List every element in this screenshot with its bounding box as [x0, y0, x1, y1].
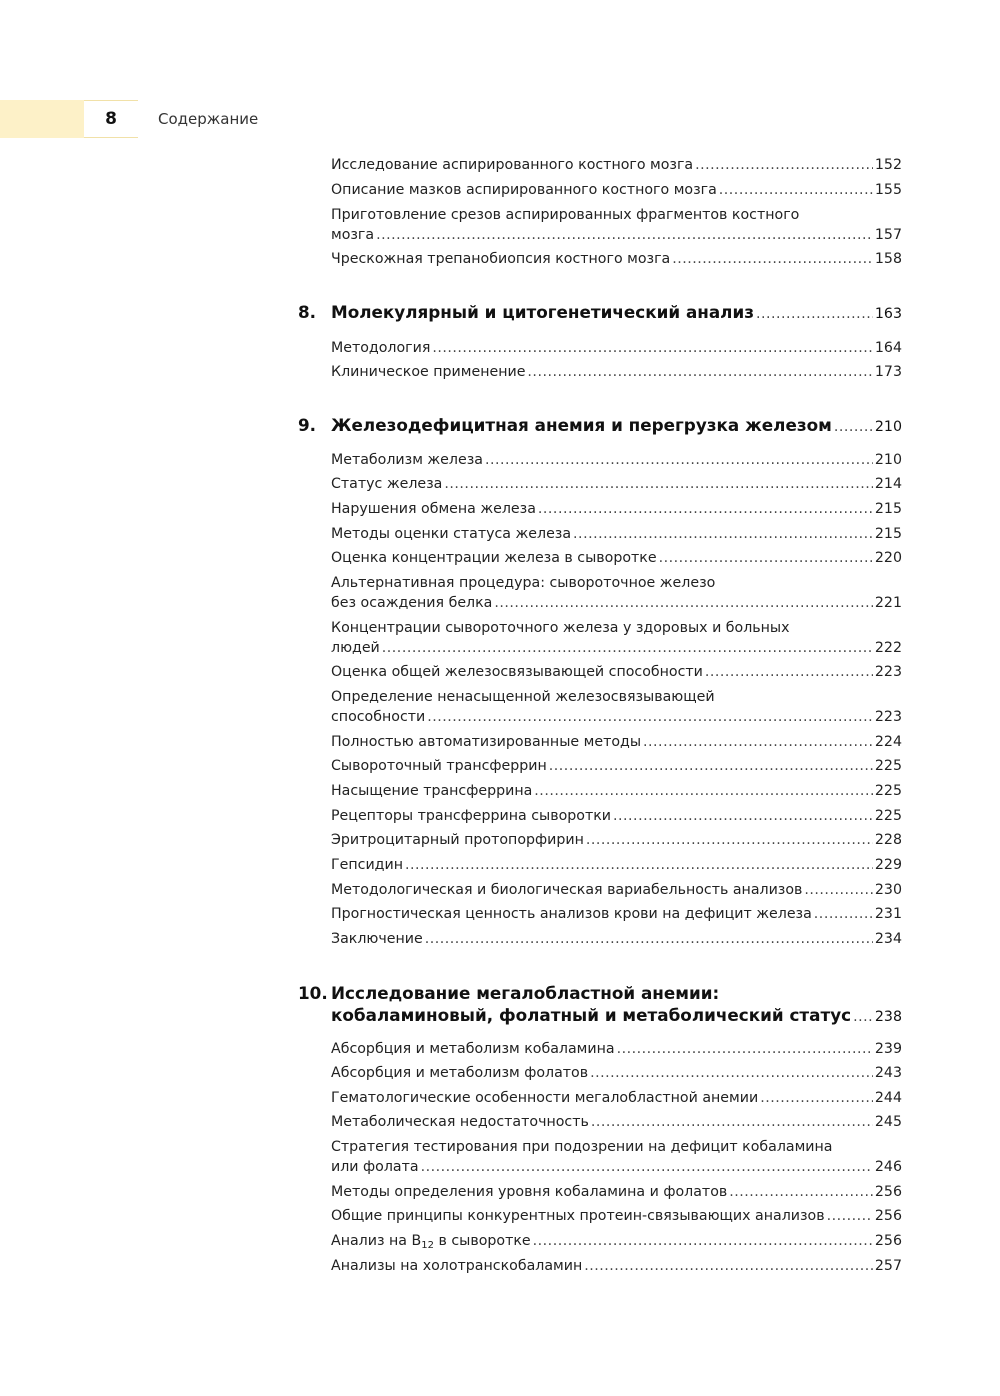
toc-entry[interactable]: Методы оценки статуса железа ..... 215 [331, 524, 902, 544]
entry-page: 225 [874, 808, 902, 824]
dot-leader [382, 638, 873, 658]
entry-page: 210 [874, 452, 902, 468]
entry-page: 222 [874, 640, 902, 656]
toc-entry[interactable]: Анализы на холотранскобаламин ..... 257 [331, 1256, 902, 1276]
dot-leader [705, 662, 873, 682]
toc-entry[interactable]: Альтернативная процедура: сывороточное железо без осаждения белка ..... 221 [331, 573, 902, 613]
toc-entry[interactable]: Абсорбция и метаболизм кобаламина ..... 239 [331, 1039, 902, 1059]
dot-leader [586, 830, 873, 850]
dot-leader [695, 155, 873, 175]
entry-page: 173 [874, 364, 902, 380]
toc-entry[interactable]: Эритроцитарный протопорфирин ..... 228 [331, 830, 902, 850]
toc-entry[interactable]: Стратегия тестирования при подозрении на дефицит кобаламина или фолата ..... 246 [331, 1137, 902, 1177]
entry-page: 246 [874, 1159, 902, 1175]
toc-entry[interactable]: Статус железа ..... 214 [331, 474, 902, 494]
entry-page: 221 [874, 595, 902, 611]
toc-entry[interactable]: Метаболизм железа ..... 210 [331, 450, 902, 470]
toc-entry[interactable]: Анализ на $B_{12}$ в сыворотке ..... 256 [331, 1231, 902, 1251]
dot-leader [427, 707, 873, 727]
dot-leader [814, 904, 873, 924]
entry-page: 225 [874, 758, 902, 774]
entry-page: 155 [874, 182, 902, 198]
chapter-title: Железодефицитная анемия и перегрузка железом [331, 415, 832, 435]
header-color-band [0, 100, 84, 138]
entry-page: 225 [874, 783, 902, 799]
dot-leader [534, 781, 873, 801]
dot-leader [485, 450, 873, 470]
dot-leader [421, 1157, 873, 1177]
chapter-title-line1: Исследование мегалобластной анемии: [331, 983, 720, 1003]
entry-page: 152 [874, 157, 902, 173]
chapter-title: Молекулярный и цитогенетический анализ [331, 302, 754, 322]
toc-entry[interactable]: Методология ..... 164 [331, 338, 902, 358]
entry-page: 223 [874, 664, 902, 680]
dot-leader [376, 225, 873, 245]
dot-leader [659, 548, 873, 568]
entry-page: 220 [874, 550, 902, 566]
dot-leader [729, 1182, 873, 1202]
dot-leader [643, 732, 873, 752]
chapter-number: 9. [298, 415, 317, 435]
dot-leader [617, 1039, 873, 1059]
toc-entry[interactable]: Сывороточный трансферрин ..... 225 [331, 756, 902, 776]
toc-entry[interactable]: Метаболическая недостаточность ..... 245 [331, 1112, 902, 1132]
dot-leader [549, 756, 873, 776]
dot-leader [527, 362, 872, 382]
chapter-heading-9[interactable] [298, 414, 902, 438]
page-number: 8 [84, 100, 138, 138]
chapter-number: 10. [298, 983, 328, 1003]
entry-page: 164 [874, 340, 902, 356]
entry-page: 214 [874, 476, 902, 492]
toc-entry[interactable]: Полностью автоматизированные методы ..... 224 [331, 732, 902, 752]
toc-entry[interactable]: Нарушения обмена железа ..... 215 [331, 499, 902, 519]
dot-leader [405, 855, 873, 875]
chapter-page: 163 [874, 306, 902, 322]
dot-leader [425, 929, 873, 949]
dot-leader [432, 338, 873, 358]
dot-leader [533, 1231, 873, 1251]
dot-leader [719, 180, 873, 200]
dot-leader [584, 1256, 873, 1276]
entry-page: 229 [874, 857, 902, 873]
entry-page: 244 [874, 1090, 902, 1106]
toc-entry[interactable]: Определение ненасыщенной железосвязывающей способности ..... 223 [331, 687, 902, 727]
dot-leader [590, 1063, 873, 1083]
chapter-heading-10[interactable] [298, 982, 902, 1028]
entry-page: 158 [874, 251, 902, 267]
toc-entry[interactable]: Методологическая и биологическая вариабельность анализов ..... 230 [331, 880, 902, 900]
dot-leader [538, 499, 873, 519]
toc-entry[interactable]: Исследование аспирированного костного мозга ..... 152 [331, 155, 902, 175]
toc-entry[interactable]: Оценка концентрации железа в сыворотке ..... 220 [331, 548, 902, 568]
entry-page: 215 [874, 526, 902, 542]
entry-page: 230 [874, 882, 902, 898]
dot-leader [494, 593, 873, 613]
entry-page: 228 [874, 832, 902, 848]
toc-entry[interactable]: Рецепторы трансферрина сыворотки ..... 225 [331, 806, 902, 826]
entry-page: 256 [874, 1233, 902, 1249]
dot-leader [444, 474, 873, 494]
toc-entry[interactable]: Гепсидин ..... 229 [331, 855, 902, 875]
toc-entry[interactable]: Насыщение трансферрина ..... 225 [331, 781, 902, 801]
entry-page: 256 [874, 1208, 902, 1224]
toc-entry[interactable]: Прогностическая ценность анализов крови на дефицит железа ..... 231 [331, 904, 902, 924]
dot-leader [827, 1206, 873, 1226]
dot-leader [760, 1088, 873, 1108]
entry-page: 256 [874, 1184, 902, 1200]
toc-entry[interactable]: Гематологические особенности мегалобластной анемии ..... 244 [331, 1088, 902, 1108]
dot-leader [853, 1006, 873, 1028]
toc-entry[interactable]: Приготовление срезов аспирированных фрагментов костного мозга ..... 157 [331, 205, 902, 245]
entry-page: 223 [874, 709, 902, 725]
dot-leader [756, 303, 873, 325]
dot-leader [804, 880, 873, 900]
toc-entry[interactable]: Заключение ..... 234 [331, 929, 902, 949]
chapter-page: 238 [874, 1009, 902, 1025]
toc-entry[interactable]: Абсорбция и метаболизм фолатов ..... 243 [331, 1063, 902, 1083]
entry-page: 234 [874, 931, 902, 947]
running-title: Содержание [158, 110, 259, 128]
chapter-number: 8. [298, 302, 317, 322]
dot-leader [591, 1112, 873, 1132]
chapter-heading-8[interactable] [298, 301, 902, 325]
toc-entry[interactable]: Чрескожная трепанобиопсия костного мозга ..... 158 [331, 249, 902, 269]
toc-entry[interactable]: Общие принципы конкурентных протеин-связывающих анализов ..... 256 [331, 1206, 902, 1226]
entry-page: 157 [874, 227, 902, 243]
entry-page: 215 [874, 501, 902, 517]
entry-page: 243 [874, 1065, 902, 1081]
chapter-page: 210 [874, 419, 902, 435]
dot-leader [613, 806, 873, 826]
entry-page: 239 [874, 1041, 902, 1057]
toc-entry[interactable]: Оценка общей железосвязывающей способности ..... 223 [331, 662, 902, 682]
entry-page: 231 [874, 906, 902, 922]
toc-entry[interactable]: Клиническое применение ..... 173 [331, 362, 902, 382]
toc-entry[interactable]: Описание мазков аспирированного костного мозга ..... 155 [331, 180, 902, 200]
dot-leader [672, 249, 873, 269]
dot-leader [834, 416, 873, 438]
entry-page: 257 [874, 1258, 902, 1274]
entry-page: 224 [874, 734, 902, 750]
dot-leader [573, 524, 873, 544]
chapter-title: кобаламиновый, фолатный и метаболический статус [331, 1005, 852, 1025]
entry-page: 245 [874, 1114, 902, 1130]
toc-entry[interactable]: Методы определения уровня кобаламина и фолатов ..... 256 [331, 1182, 902, 1202]
toc-entry[interactable]: Концентрации сывороточного железа у здоровых и больных людей ..... 222 [331, 618, 902, 658]
